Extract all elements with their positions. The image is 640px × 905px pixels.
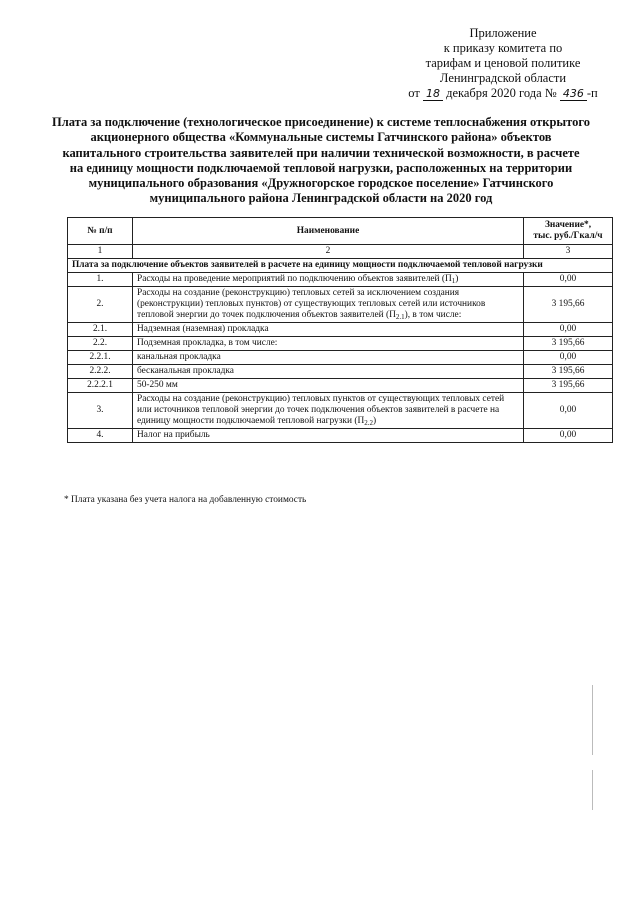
table-row — [68, 273, 613, 287]
appendix-line: тарифам и ценовой политике — [425, 56, 581, 70]
appendix-line: Приложение — [469, 26, 537, 40]
row-name-tail: ) — [455, 274, 459, 284]
row-number: 2.2. — [68, 337, 133, 351]
row-name-text: Надземная (наземная) прокладка — [137, 324, 269, 334]
table-row — [68, 323, 613, 337]
footnote: * Плата указана без учета налога на добавленную стоимость — [64, 495, 307, 505]
row-number: 2.2.1. — [68, 351, 133, 365]
row-number: 1. — [68, 273, 133, 287]
header-value-line2: тыс. руб./Гкал/ч — [533, 231, 603, 241]
row-value: 0,00 — [524, 273, 613, 287]
row-name-text: Расходы на создание (реконструкцию) тепловых сетей за исключением создания (реконструкции) тепловых пунктов) от существующих тепловых сетей или источников тепловой энергии до точек подключения объектов заявителей (П — [137, 288, 486, 320]
table-row — [68, 351, 613, 365]
table-row — [68, 287, 613, 323]
row-number: 2. — [68, 287, 133, 323]
row-name-text: бесканальная прокладка — [137, 366, 234, 376]
row-name-subscript: 2.1 — [395, 313, 405, 321]
scan-artifact-line — [592, 685, 593, 755]
row-number: 2.1. — [68, 323, 133, 337]
section-row — [68, 259, 613, 273]
row-name-text: Подземная прокладка, в том числе: — [137, 338, 278, 348]
table-row — [68, 337, 613, 351]
column-numbers-row — [68, 245, 613, 259]
title-line: акционерного общества «Коммунальные системы Гатчинского района» объектов — [90, 130, 552, 145]
row-name — [133, 273, 524, 287]
appendix-line: к приказу комитета по — [443, 41, 563, 55]
row-name-text: канальная прокладка — [137, 352, 221, 362]
title-line: муниципального района Ленинградской области на 2020 год — [149, 191, 493, 206]
table-row — [68, 379, 613, 393]
row-name-tail: ), в том числе: — [404, 310, 462, 320]
table-row — [68, 429, 613, 443]
row-name — [133, 393, 524, 429]
number-suffix: -п — [586, 86, 598, 100]
row-value: 0,00 — [524, 393, 613, 429]
row-value: 0,00 — [524, 323, 613, 337]
table-row — [68, 365, 613, 379]
row-name — [133, 323, 524, 337]
title-line: муниципального образования «Дружногорское городское поселение» Гатчинского — [88, 176, 554, 191]
row-name-subscript: 1 — [451, 277, 456, 285]
header-num: № п/п — [68, 218, 133, 245]
row-value: 3 195,66 — [524, 365, 613, 379]
row-name — [133, 365, 524, 379]
scan-artifact-line — [592, 770, 593, 810]
header-name: Наименование — [133, 218, 524, 245]
row-name — [133, 351, 524, 365]
order-date-line — [388, 86, 618, 101]
header-value-line1: Значение*, — [544, 220, 592, 230]
appendix-block — [388, 26, 618, 101]
section-title: Плата за подключение объектов заявителей в расчете на единицу мощности подключаемой тепловой нагрузки — [68, 259, 613, 273]
title-line: Плата за подключение (технологическое присоединение) к системе теплоснабжения открытого — [51, 115, 590, 129]
date-middle: декабря 2020 года № — [446, 86, 557, 100]
row-name-text: 50-250 мм — [137, 380, 178, 390]
row-name — [133, 379, 524, 393]
date-prefix: от — [408, 86, 420, 100]
row-number: 2.2.2.1 — [68, 379, 133, 393]
title-line: капитального строительства заявителей при наличии технической возможности, в расчете — [62, 145, 580, 160]
appendix-line: Ленинградской области — [439, 71, 567, 85]
table-row — [68, 393, 613, 429]
row-value: 0,00 — [524, 351, 613, 365]
row-name — [133, 287, 524, 323]
title-line: на единицу мощности подключаемой тепловой нагрузки, расположенных на территории — [69, 160, 573, 175]
row-name-text: Расходы на создание (реконструкцию) тепловых пунктов от существующих тепловых сетей или источников тепловой энергии до точек подключения объектов заявителей в расчете на единицу мощности подключаемой тепловой нагрузки (П — [137, 394, 505, 426]
row-name-subscript: 2.2 — [364, 419, 373, 427]
column-number: 1 — [68, 245, 133, 259]
fee-table — [67, 217, 613, 443]
column-number: 3 — [524, 245, 613, 259]
row-name-text: Налог на прибыль — [137, 430, 210, 440]
order-day-handwritten: 18 — [423, 88, 443, 101]
row-number: 3. — [68, 393, 133, 429]
row-name-tail: ) — [373, 416, 377, 426]
row-name — [133, 337, 524, 351]
column-number: 2 — [133, 245, 524, 259]
row-name — [133, 429, 524, 443]
row-value: 3 195,66 — [524, 379, 613, 393]
header-value — [524, 218, 613, 245]
table-header-row — [68, 218, 613, 245]
row-value: 0,00 — [524, 429, 613, 443]
row-value: 3 195,66 — [524, 337, 613, 351]
row-number: 4. — [68, 429, 133, 443]
document-title — [30, 115, 612, 207]
row-name-text: Расходы на проведение мероприятий по подключению объектов заявителей (П — [137, 274, 452, 284]
row-value: 3 195,66 — [524, 287, 613, 323]
order-number-handwritten: 436 — [560, 88, 587, 101]
row-number: 2.2.2. — [68, 365, 133, 379]
